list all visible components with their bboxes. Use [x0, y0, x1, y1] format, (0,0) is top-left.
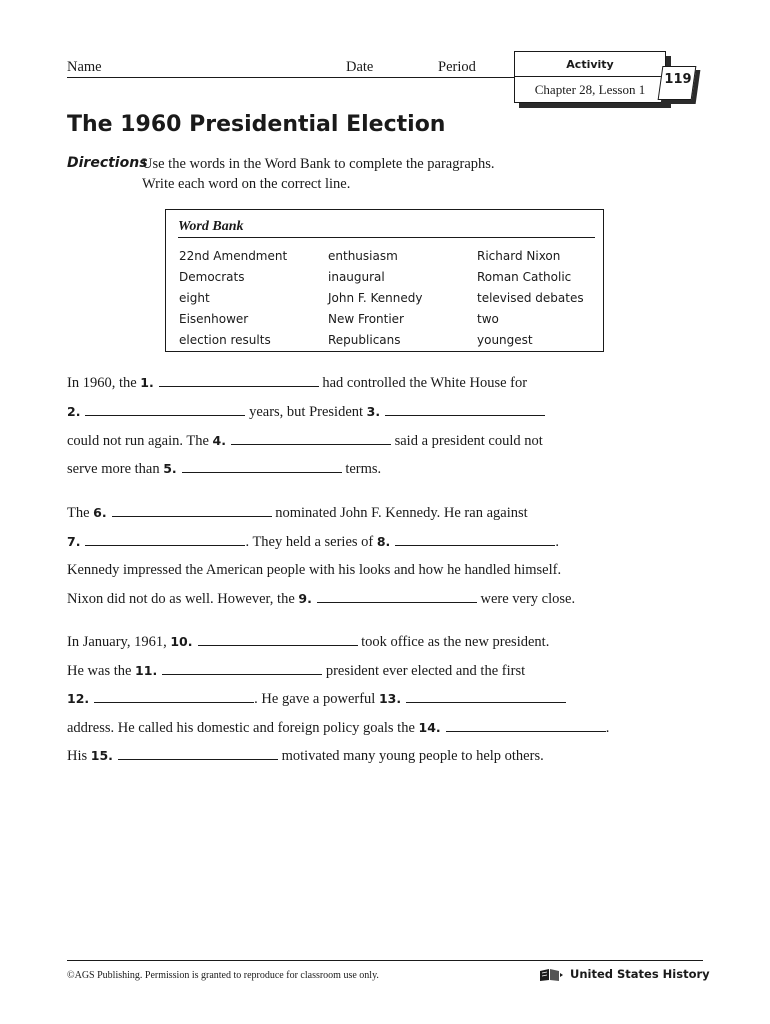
paragraph-text: address. He called his domestic and foreign policy goals the — [67, 720, 419, 736]
word-bank-word: inaugural — [328, 270, 385, 284]
paragraph-text: could not run again. The — [67, 433, 213, 449]
word-bank-word: Democrats — [179, 270, 245, 284]
paragraph-text: . — [605, 720, 610, 736]
answer-blank-line[interactable] — [85, 403, 245, 416]
blank-number: 15. — [90, 748, 113, 763]
word-bank-word: enthusiasm — [328, 249, 398, 263]
paragraph-text: In January, 1961, — [67, 634, 171, 650]
activity-number: 119 — [664, 72, 692, 87]
period-label: Period — [438, 59, 476, 75]
paragraph-text: nominated John F. Kennedy. He ran against — [271, 505, 528, 521]
blank-number: 11. — [135, 663, 158, 678]
blank-number: 9. — [298, 591, 312, 606]
copyright-notice: ©AGS Publishing. Permission is granted to reproduce for classroom use only. — [67, 970, 379, 981]
blank-number: 1. — [140, 375, 154, 390]
paragraph-line — [67, 662, 525, 680]
answer-blank-line[interactable] — [159, 374, 319, 387]
answer-blank-line[interactable] — [198, 633, 358, 646]
paragraph-line — [67, 403, 545, 421]
blank-number: 6. — [93, 505, 107, 520]
activity-box — [514, 51, 666, 103]
answer-blank-line[interactable] — [385, 403, 545, 416]
blank-number: 2. — [67, 404, 81, 419]
word-bank-word: New Frontier — [328, 312, 404, 326]
directions-line-2: Write each word on the correct line. — [142, 176, 351, 192]
word-bank-word: youngest — [477, 333, 533, 347]
paragraph-line — [67, 374, 527, 392]
word-bank-word: John F. Kennedy — [328, 291, 423, 305]
answer-blank-line[interactable] — [231, 432, 391, 445]
answer-blank-line[interactable] — [162, 662, 322, 675]
blank-number: 8. — [376, 534, 391, 549]
blank-number: 12. — [67, 691, 90, 706]
answer-blank-line[interactable] — [406, 690, 566, 703]
answer-blank-line[interactable] — [112, 504, 272, 517]
paragraph-line — [67, 719, 609, 737]
blank-number: 14. — [418, 720, 441, 735]
paragraph-text: . — [555, 534, 559, 550]
paragraph-line — [67, 460, 381, 478]
paragraph-text: took office as the new president. — [357, 634, 550, 650]
paragraph-text: motivated many young people to help others. — [277, 748, 544, 764]
chapter-lesson: Chapter 28, Lesson 1 — [534, 82, 646, 97]
paragraph-text: president ever elected and the first — [322, 663, 526, 679]
paragraph-line — [67, 590, 575, 608]
paragraph-text: serve more than — [67, 461, 164, 477]
activity-label: Activity — [566, 58, 614, 71]
name-label: Name — [67, 59, 102, 75]
book-icon — [539, 968, 563, 982]
word-bank-word: Eisenhower — [179, 312, 249, 326]
answer-blank-line[interactable] — [94, 690, 254, 703]
word-bank-word: eight — [179, 291, 210, 305]
paragraph-text: He was the — [67, 663, 136, 679]
blank-number: 13. — [378, 691, 402, 706]
paragraph-line — [67, 504, 528, 522]
answer-blank-line[interactable] — [317, 590, 477, 603]
word-bank-word: 22nd Amendment — [179, 249, 288, 263]
answer-blank-line[interactable] — [446, 719, 606, 732]
paragraph-line — [67, 432, 543, 450]
word-bank-word: Republicans — [328, 333, 401, 347]
paragraph-line — [67, 533, 559, 551]
word-bank-word: two — [477, 312, 499, 326]
header-rule — [67, 77, 515, 78]
blank-number: 3. — [366, 404, 381, 419]
book-title: United States History — [570, 967, 710, 981]
answer-blank-line[interactable] — [182, 460, 342, 473]
directions-line-1: Use the words in the Word Bank to complete the paragraphs. — [142, 156, 495, 172]
paragraph-text: Nixon did not do as well. However, the — [67, 591, 299, 607]
paragraph-text: had controlled the White House for — [318, 375, 528, 391]
paragraph-text: The — [67, 505, 94, 521]
blank-number: 7. — [67, 534, 81, 549]
paragraph-text: were very close. — [476, 591, 576, 607]
word-bank-word: televised debates — [477, 291, 584, 305]
page-title: The 1960 Presidential Election — [67, 112, 446, 137]
paragraph-text: said a president could not — [390, 433, 543, 449]
paragraph-line — [67, 690, 566, 708]
answer-blank-line[interactable] — [118, 747, 278, 760]
word-bank-word: Roman Catholic — [477, 270, 572, 284]
activity-divider — [515, 76, 665, 77]
paragraph-text: His — [67, 748, 91, 764]
blank-number: 5. — [163, 461, 177, 476]
paragraph-text: terms. — [341, 461, 382, 477]
word-bank-rule — [178, 237, 595, 238]
paragraph-line — [67, 633, 549, 651]
paragraph-text: . He gave a powerful — [254, 691, 379, 707]
paragraph-line — [67, 561, 561, 579]
answer-blank-line[interactable] — [395, 533, 555, 546]
footer-rule — [67, 960, 703, 961]
word-bank — [165, 209, 604, 352]
paragraph-text: . They held a series of — [245, 534, 377, 550]
word-bank-title: Word Bank — [178, 219, 244, 234]
paragraph-text: In 1960, the — [67, 375, 141, 391]
paragraph-text: Kennedy impressed the American people with his looks and how he handled himself. — [67, 562, 562, 578]
word-bank-word: Richard Nixon — [477, 249, 561, 263]
answer-blank-line[interactable] — [85, 533, 245, 546]
date-label: Date — [346, 59, 374, 75]
paragraph-line — [67, 747, 544, 765]
blank-number: 10. — [170, 634, 193, 649]
paragraph-text: years, but President — [245, 404, 367, 420]
blank-number: 4. — [212, 433, 226, 448]
directions-label: Directions — [67, 155, 148, 171]
word-bank-word: election results — [179, 333, 271, 347]
